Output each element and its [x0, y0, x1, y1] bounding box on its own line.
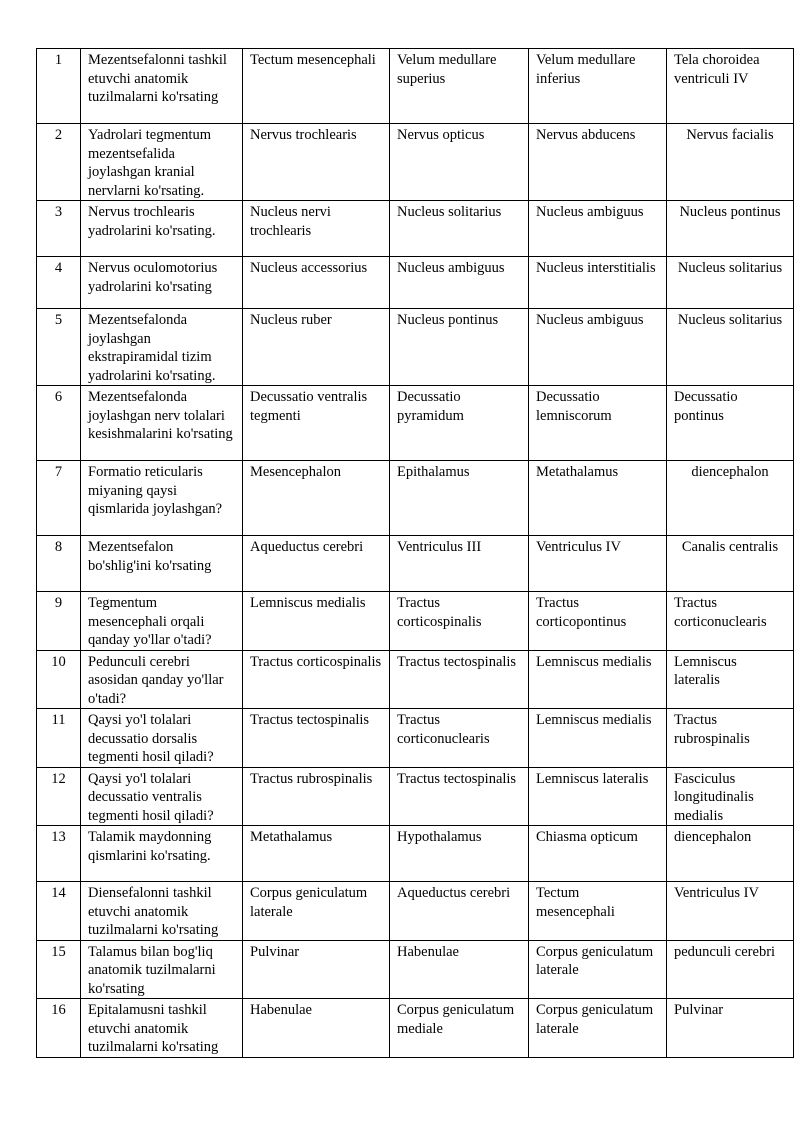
option-b-cell: Aqueductus cerebri	[390, 882, 529, 941]
question-cell: Tegmentum mesencephali orqali qanday yo'llar o'tadi?	[81, 592, 243, 651]
option-a-cell: Habenulae	[243, 999, 390, 1058]
option-a-cell: Decussatio ventralis tegmenti	[243, 386, 390, 461]
option-d-cell: Tela choroidea ventriculi IV	[667, 49, 794, 124]
option-b-cell: Tractus corticonuclearis	[390, 709, 529, 768]
option-b-cell: Hypothalamus	[390, 826, 529, 882]
table-row	[37, 49, 794, 124]
row-number: 3	[37, 201, 81, 257]
row-number: 12	[37, 767, 81, 826]
option-d-cell: Nervus facialis	[667, 124, 794, 201]
row-number: 16	[37, 999, 81, 1058]
table-row	[37, 536, 794, 592]
option-a-cell: Aqueductus cerebri	[243, 536, 390, 592]
option-d-cell: Nucleus solitarius	[667, 257, 794, 309]
option-c-cell: Corpus geniculatum laterale	[529, 940, 667, 999]
option-a-cell: Nucleus nervi trochlearis	[243, 201, 390, 257]
option-c-cell: Tractus corticopontinus	[529, 592, 667, 651]
option-d-cell: Tractus rubrospinalis	[667, 709, 794, 768]
option-a-cell: Tractus corticospinalis	[243, 650, 390, 709]
row-number: 6	[37, 386, 81, 461]
option-a-cell: Pulvinar	[243, 940, 390, 999]
option-b-cell: Velum medullare superius	[390, 49, 529, 124]
table-row	[37, 461, 794, 536]
option-a-cell: Mesencephalon	[243, 461, 390, 536]
row-number: 4	[37, 257, 81, 309]
table-row	[37, 309, 794, 386]
question-cell: Mezentsefalonda joylashgan ekstrapiramidal tizim yadrolarini ko'rsating.	[81, 309, 243, 386]
row-number: 9	[37, 592, 81, 651]
quiz-table	[36, 48, 794, 1058]
option-b-cell: Ventriculus III	[390, 536, 529, 592]
question-cell: Epitalamusni tashkil etuvchi anatomik tuzilmalarni ko'rsating	[81, 999, 243, 1058]
option-c-cell: Nervus abducens	[529, 124, 667, 201]
table-row	[37, 650, 794, 709]
table-row	[37, 767, 794, 826]
question-cell: Yadrolari tegmentum mezentsefalida joylashgan kranial nervlarni ko'rsating.	[81, 124, 243, 201]
option-c-cell: Decussatio lemniscorum	[529, 386, 667, 461]
option-c-cell: Nucleus ambiguus	[529, 309, 667, 386]
option-a-cell: Nucleus ruber	[243, 309, 390, 386]
option-b-cell: Habenulae	[390, 940, 529, 999]
question-cell: Talamus bilan bog'liq anatomik tuzilmalarni ko'rsating	[81, 940, 243, 999]
option-c-cell: Chiasma opticum	[529, 826, 667, 882]
option-d-cell: Lemniscus lateralis	[667, 650, 794, 709]
question-cell: Nervus oculomotorius yadrolarini ko'rsating	[81, 257, 243, 309]
option-a-cell: Lemniscus medialis	[243, 592, 390, 651]
row-number: 13	[37, 826, 81, 882]
option-b-cell: Epithalamus	[390, 461, 529, 536]
table-row	[37, 826, 794, 882]
question-cell: Qaysi yo'l tolalari decussatio ventralis tegmenti hosil qiladi?	[81, 767, 243, 826]
option-d-cell: diencephalon	[667, 461, 794, 536]
row-number: 2	[37, 124, 81, 201]
option-c-cell: Tectum mesencephali	[529, 882, 667, 941]
option-a-cell: Tractus rubrospinalis	[243, 767, 390, 826]
row-number: 8	[37, 536, 81, 592]
option-a-cell: Corpus geniculatum laterale	[243, 882, 390, 941]
row-number: 14	[37, 882, 81, 941]
option-b-cell: Tractus tectospinalis	[390, 650, 529, 709]
option-b-cell: Tractus tectospinalis	[390, 767, 529, 826]
question-cell: Diensefalonni tashkil etuvchi anatomik tuzilmalarni ko'rsating	[81, 882, 243, 941]
table-row	[37, 940, 794, 999]
option-a-cell: Nervus trochlearis	[243, 124, 390, 201]
option-c-cell: Corpus geniculatum laterale	[529, 999, 667, 1058]
option-c-cell: Ventriculus IV	[529, 536, 667, 592]
question-cell: Mezentsefalonda joylashgan nerv tolalari kesishmalarini ko'rsating	[81, 386, 243, 461]
table-row	[37, 386, 794, 461]
option-c-cell: Velum medullare inferius	[529, 49, 667, 124]
option-b-cell: Nucleus solitarius	[390, 201, 529, 257]
option-b-cell: Nervus opticus	[390, 124, 529, 201]
option-d-cell: Decussatio pontinus	[667, 386, 794, 461]
option-c-cell: Metathalamus	[529, 461, 667, 536]
table-row	[37, 592, 794, 651]
table-row	[37, 257, 794, 309]
option-c-cell: Lemniscus medialis	[529, 709, 667, 768]
row-number: 7	[37, 461, 81, 536]
option-c-cell: Nucleus ambiguus	[529, 201, 667, 257]
question-cell: Mezentsefalon bo'shlig'ini ko'rsating	[81, 536, 243, 592]
option-d-cell: Canalis centralis	[667, 536, 794, 592]
row-number: 5	[37, 309, 81, 386]
option-b-cell: Nucleus ambiguus	[390, 257, 529, 309]
option-d-cell: diencephalon	[667, 826, 794, 882]
table-row	[37, 201, 794, 257]
row-number: 15	[37, 940, 81, 999]
option-d-cell: Tractus corticonuclearis	[667, 592, 794, 651]
option-d-cell: Nucleus pontinus	[667, 201, 794, 257]
option-b-cell: Nucleus pontinus	[390, 309, 529, 386]
option-d-cell: Pulvinar	[667, 999, 794, 1058]
table-row	[37, 999, 794, 1058]
option-b-cell: Corpus geniculatum mediale	[390, 999, 529, 1058]
row-number: 10	[37, 650, 81, 709]
option-c-cell: Nucleus interstitialis	[529, 257, 667, 309]
option-a-cell: Metathalamus	[243, 826, 390, 882]
option-a-cell: Tractus tectospinalis	[243, 709, 390, 768]
option-d-cell: Fasciculus longitudinalis medialis	[667, 767, 794, 826]
option-d-cell: pedunculi cerebri	[667, 940, 794, 999]
row-number: 11	[37, 709, 81, 768]
question-cell: Qaysi yo'l tolalari decussatio dorsalis tegmenti hosil qiladi?	[81, 709, 243, 768]
option-b-cell: Tractus corticospinalis	[390, 592, 529, 651]
row-number: 1	[37, 49, 81, 124]
option-d-cell: Ventriculus IV	[667, 882, 794, 941]
option-c-cell: Lemniscus lateralis	[529, 767, 667, 826]
option-a-cell: Tectum mesencephali	[243, 49, 390, 124]
option-b-cell: Decussatio pyramidum	[390, 386, 529, 461]
option-d-cell: Nucleus solitarius	[667, 309, 794, 386]
question-cell: Formatio reticularis miyaning qaysi qismlarida joylashgan?	[81, 461, 243, 536]
question-cell: Talamik maydonning qismlarini ko'rsating.	[81, 826, 243, 882]
question-cell: Nervus trochlearis yadrolarini ko'rsating.	[81, 201, 243, 257]
question-cell: Mezentsefalonni tashkil etuvchi anatomik tuzilmalarni ko'rsating	[81, 49, 243, 124]
option-c-cell: Lemniscus medialis	[529, 650, 667, 709]
table-row	[37, 709, 794, 768]
option-a-cell: Nucleus accessorius	[243, 257, 390, 309]
table-row	[37, 124, 794, 201]
question-cell: Pedunculi cerebri asosidan qanday yo'llar o'tadi?	[81, 650, 243, 709]
table-row	[37, 882, 794, 941]
